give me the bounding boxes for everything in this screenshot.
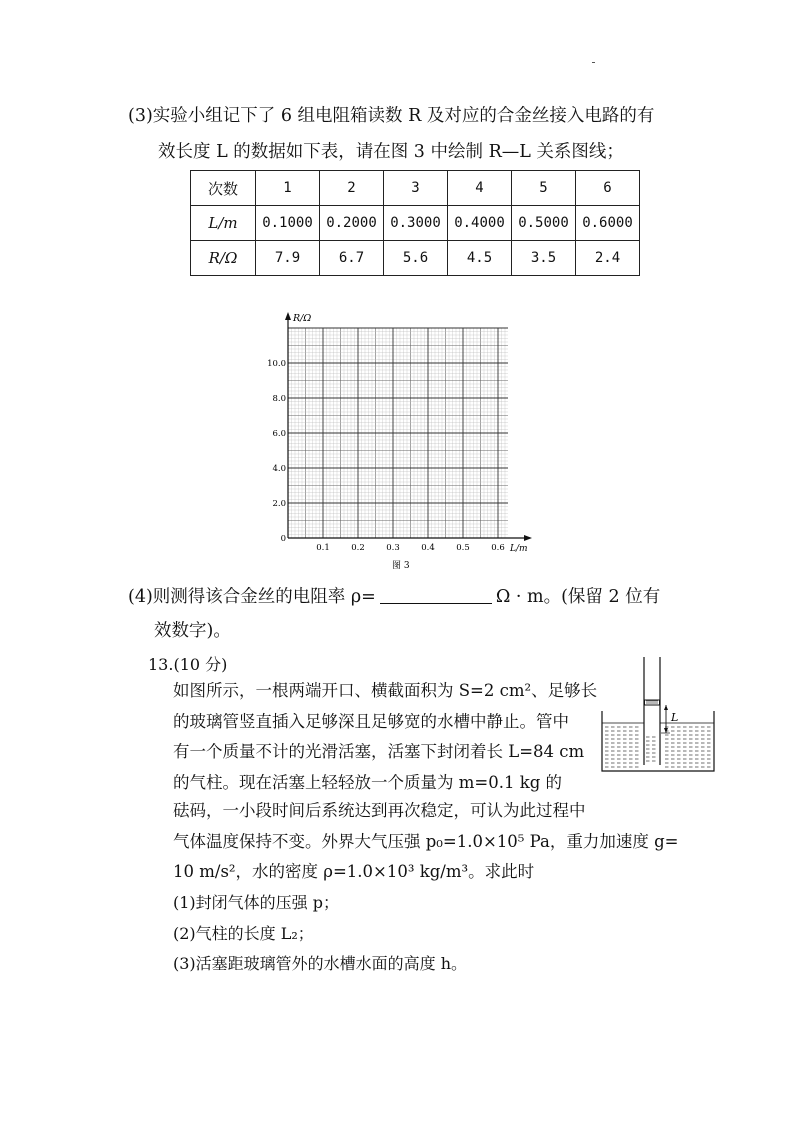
- table-row: [191, 241, 640, 276]
- question13-number: 13.(10 分): [148, 655, 228, 674]
- table-cell: 5.6: [384, 241, 448, 276]
- x-axis-label: L/m: [510, 544, 528, 554]
- question13-text-full: [173, 796, 733, 888]
- question13-line: 10 m/s²，水的密度 ρ=1.0×10³ kg/m³。求此时: [173, 862, 535, 881]
- question13-text-narrow: [173, 676, 643, 798]
- question13-line: 的玻璃管竖直插入足够深且足够宽的水槽中静止。管中: [173, 711, 569, 731]
- x-tick-labels: [316, 543, 505, 553]
- y-axis-arrow: [285, 312, 291, 320]
- x-tick-label: 0.2: [351, 543, 365, 553]
- table-header-cell: R/Ω: [191, 241, 256, 276]
- table-cell: 5: [512, 171, 576, 206]
- subquestion-list: [173, 888, 467, 980]
- y-tick-label: 10.0: [267, 359, 286, 369]
- y-tick-label: 2.0: [272, 499, 286, 509]
- x-axis-arrow: [524, 535, 532, 541]
- table-cell: 1: [256, 171, 320, 206]
- y-tick-label: 4.0: [272, 464, 286, 474]
- table-cell: 0.1000: [256, 206, 320, 241]
- y-axis-label: R/Ω: [293, 313, 312, 324]
- question13-line: 有一个质量不计的光滑活塞，活塞下封闭着长 L=84 cm: [173, 742, 585, 761]
- y-tick-label: 8.0: [272, 394, 286, 404]
- x-tick-label: 0.1: [316, 543, 330, 553]
- part4-suffix: Ω · m。(保留 2 位有: [495, 587, 661, 607]
- part4-line1: [128, 580, 688, 614]
- table-header-cell: L/m: [191, 206, 256, 241]
- table-cell: 4.5: [448, 241, 512, 276]
- length-label: L: [671, 711, 679, 724]
- table-cell: 0.3000: [384, 206, 448, 241]
- part4-text: [128, 580, 688, 648]
- table-cell: 7.9: [256, 241, 320, 276]
- y-tick-label: 6.0: [272, 429, 286, 439]
- y-tick-labels: [267, 359, 286, 544]
- subquestion-item: (1)封闭气体的压强 p；: [173, 893, 339, 912]
- table-cell: 6.7: [320, 241, 384, 276]
- question13-line: 的气柱。现在活塞上轻轻放一个质量为 m=0.1 kg 的: [173, 772, 563, 792]
- part3-line1: (3)实验小组记下了 6 组电阻箱读数 R 及对应的合金丝接入电路的有: [128, 106, 655, 126]
- scan-speck: [592, 62, 595, 63]
- question13-line: 如图所示，一根两端开口、横截面积为 S=2 cm²、足够长: [173, 681, 598, 700]
- part4-prefix: (4)则测得该合金丝的电阻率 ρ=: [128, 587, 376, 607]
- y-tick-label: 0: [280, 534, 286, 544]
- subquestion-item: (3)活塞距玻璃管外的水槽水面的高度 h。: [173, 954, 468, 973]
- table-cell: 3.5: [512, 241, 576, 276]
- table-header-cell: 次数: [191, 171, 256, 206]
- length-arrow-down: [664, 728, 668, 733]
- question13-line: 气体温度保持不变。外界大气压强 p₀=1.0×10⁵ Pa，重力加速度 g=: [173, 831, 679, 851]
- part3-line2: 效长度 L 的数据如下表，请在图 3 中绘制 R—L 关系图线；: [158, 142, 624, 162]
- subquestion-item: (2)气柱的长度 L₂；: [173, 923, 314, 943]
- answer-blank[interactable]: [380, 583, 492, 604]
- x-tick-label: 0.5: [456, 543, 470, 553]
- table-row: [191, 171, 640, 206]
- data-table: [190, 170, 640, 276]
- part3-text: [128, 98, 688, 170]
- tube-tank-diagram: [598, 655, 718, 775]
- table-cell: 0.6000: [576, 206, 640, 241]
- table-cell: 4: [448, 171, 512, 206]
- table-cell: 2.4: [576, 241, 640, 276]
- table-cell: 3: [384, 171, 448, 206]
- table-cell: 6: [576, 171, 640, 206]
- table-cell: 2: [320, 171, 384, 206]
- figure3-graph-paper: [240, 300, 540, 575]
- part4-line2: 效数字)。: [154, 621, 231, 641]
- question13-line: 砝码，一小段时间后系统达到再次稳定，可认为此过程中: [173, 801, 586, 820]
- length-arrow-up: [664, 705, 668, 710]
- table-cell: 0.4000: [448, 206, 512, 241]
- table-row: [191, 206, 640, 241]
- x-tick-label: 0.3: [386, 543, 400, 553]
- table-cell: 0.2000: [320, 206, 384, 241]
- x-tick-label: 0.6: [491, 543, 505, 553]
- figure3-caption: 图 3: [392, 561, 410, 571]
- table-cell: 0.5000: [512, 206, 576, 241]
- x-tick-label: 0.4: [421, 543, 435, 553]
